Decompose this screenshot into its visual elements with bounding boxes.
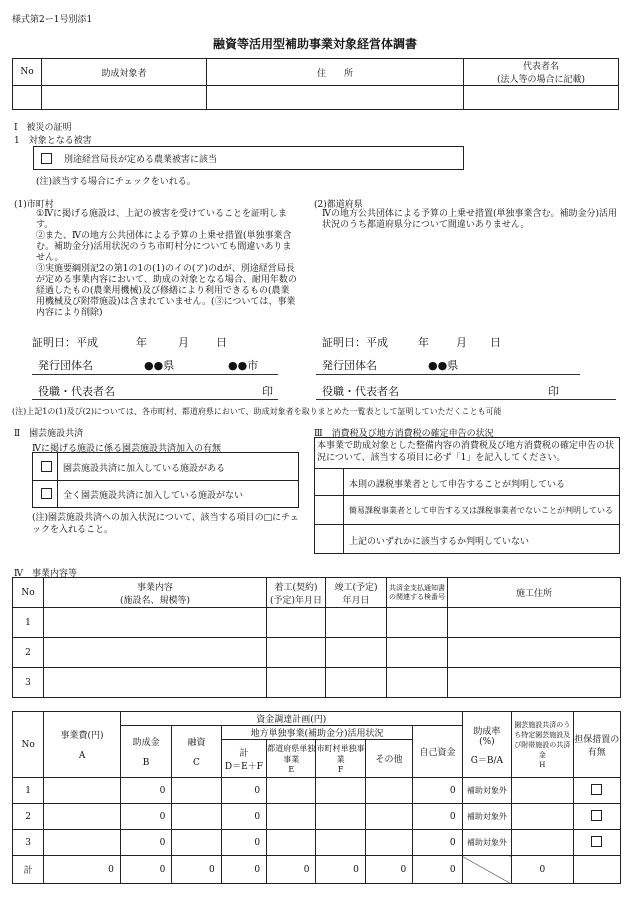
row-no: 2 xyxy=(13,638,44,668)
damage-check-label: 別途経営局長が定める農業被害に該当 xyxy=(64,155,218,165)
fin-row-no: 2 xyxy=(13,804,44,830)
kyosai-options xyxy=(32,452,299,508)
section3-heading: Ⅲ 消費税及び地方消費税の確定申告の状況 xyxy=(314,429,494,439)
pref-month: 月 xyxy=(456,336,467,349)
cell-place[interactable] xyxy=(448,668,621,698)
fin-col-pref xyxy=(267,740,316,778)
pref-rep-line xyxy=(316,399,616,400)
kyosai-option-1-label: 園芸施設共済に加入している施設がある xyxy=(63,464,226,474)
cell-kyosai[interactable] xyxy=(387,608,448,638)
cell-special[interactable] xyxy=(512,804,574,830)
fin-row-no: 1 xyxy=(13,778,44,804)
cell-pref[interactable] xyxy=(267,830,316,856)
col-target: 助成対象者 xyxy=(42,59,207,86)
finance-table xyxy=(12,711,621,884)
form-id: 様式第2ー1号別添1 xyxy=(12,15,93,25)
cell-start[interactable] xyxy=(267,638,326,668)
section1-footnote: (注)上記1の(1)及び(2)については、各市町村、都道府県において、助成対象者を取りまとめた一覧表として証明していただくことも可能 xyxy=(12,407,502,416)
cell-end[interactable] xyxy=(326,608,387,638)
pref-date-row xyxy=(322,334,572,350)
damage-note: (注)該当する場合にチェックをいれる。 xyxy=(36,177,196,187)
cell-target[interactable] xyxy=(42,86,207,110)
section2-heading: Ⅱ 園芸施設共済 xyxy=(14,429,84,439)
muni-p1: ①Ⅳに掲げる施設は、上記の被害を受けていることを証明します。 xyxy=(36,209,288,230)
damage-box xyxy=(33,146,464,170)
cell-self: 0 xyxy=(413,830,462,856)
fin-col-loan-label: 融資 xyxy=(187,738,206,748)
cell-total: 0 xyxy=(221,778,266,804)
cell-start[interactable] xyxy=(267,608,326,638)
cell-no[interactable] xyxy=(13,86,42,110)
col-end xyxy=(326,578,387,608)
fin-col-pref-label: 都道府県単独事業 xyxy=(267,744,316,764)
local-header: 地方単独事業(補助金分)活用状況 xyxy=(221,726,413,740)
fin-col-city-label: 市町村単独事業 xyxy=(316,744,365,764)
table-row xyxy=(13,668,621,698)
fin-col-other: その他 xyxy=(365,740,412,778)
fin-col-self: 自己資金 xyxy=(413,726,462,778)
pref-issuer-label: 発行団体名 xyxy=(322,359,377,372)
cell-cost[interactable] xyxy=(44,778,121,804)
section4-heading: Ⅳ 事業内容等 xyxy=(14,569,77,579)
total-cost: 0 xyxy=(44,856,121,884)
col-rep-note: (法人等の場合に記載) xyxy=(496,75,586,85)
damage-checkbox[interactable] xyxy=(41,153,52,164)
guarantee-checkbox[interactable] xyxy=(591,836,602,847)
cell-other[interactable] xyxy=(365,830,412,856)
cell-total: 0 xyxy=(221,830,266,856)
cell-place[interactable] xyxy=(448,608,621,638)
muni-city: ●●市 xyxy=(228,359,259,372)
pref-seal: 印 xyxy=(548,385,559,398)
fin-col-loan xyxy=(172,726,221,778)
table-row xyxy=(13,778,621,804)
pref-date-label: 証明日：平成 xyxy=(322,336,388,349)
pref-issuer-line xyxy=(316,374,580,375)
fin-col-grant xyxy=(120,726,171,778)
cell-other[interactable] xyxy=(365,804,412,830)
total-city: 0 xyxy=(316,856,365,884)
kyosai-option-2-label: 全く園芸施設共済に加入している施設がない xyxy=(63,491,244,501)
cell-place[interactable] xyxy=(448,638,621,668)
muni-day: 日 xyxy=(216,336,227,349)
cell-address[interactable] xyxy=(207,86,464,110)
cell-rate: 補助対象外 xyxy=(462,830,511,856)
cell-rep[interactable] xyxy=(464,86,619,110)
tax-option-3[interactable] xyxy=(315,524,619,554)
cell-loan[interactable] xyxy=(172,778,221,804)
table-row xyxy=(13,804,621,830)
cell-grant: 0 xyxy=(120,830,171,856)
total-loan: 0 xyxy=(172,856,221,884)
col-start-note: (予定)年月日 xyxy=(269,595,323,606)
muni-date-row xyxy=(32,334,282,350)
pref-rep-label: 役職・代表者名 xyxy=(322,385,399,398)
tax-box xyxy=(314,437,620,554)
section1-sub: 1 対象となる被害 xyxy=(14,136,92,146)
kyosai-checkbox-1[interactable] xyxy=(41,461,52,472)
col-no: No xyxy=(13,578,44,608)
muni-issuer-line xyxy=(32,374,278,375)
fin-col-total xyxy=(221,740,266,778)
cell-end[interactable] xyxy=(326,668,387,698)
tax-option-3-label: 上記のいずれかに該当するか判明していない xyxy=(349,537,530,547)
muni-issuer-label: 発行団体名 xyxy=(38,359,93,372)
fin-col-cost-letter: A xyxy=(78,751,86,761)
tax-cell-2[interactable] xyxy=(315,496,344,525)
section2-note: (注)園芸施設共済への加入状況について、該当する項目の□にチェックを入れること。 xyxy=(32,513,299,535)
fin-col-cost-label: 事業費(円) xyxy=(60,731,104,741)
page-title: 融資等活用型補助事業対象経営体調書 xyxy=(212,37,417,51)
tax-option-1[interactable] xyxy=(315,468,619,496)
table-row xyxy=(13,638,621,668)
pref-year: 年 xyxy=(418,336,429,349)
kyosai-divider xyxy=(57,453,58,480)
row-no: 3 xyxy=(13,668,44,698)
table-row xyxy=(13,608,621,638)
muni-seal: 印 xyxy=(262,385,273,398)
col-end-note: 年月日 xyxy=(342,595,370,606)
fin-col-rate xyxy=(462,712,511,778)
section2-sub: Ⅳに掲げる施設に係る園芸施設共済加入の有無 xyxy=(32,444,221,454)
muni-pref: ●●県 xyxy=(144,359,175,372)
col-rep xyxy=(464,59,619,86)
fin-col-grant-label: 助成金 xyxy=(132,738,160,748)
col-start xyxy=(267,578,326,608)
fin-col-city xyxy=(316,740,365,778)
table-row xyxy=(13,830,621,856)
total-grant: 0 xyxy=(120,856,171,884)
muni-rep-label: 役職・代表者名 xyxy=(38,385,115,398)
tax-cell-3[interactable] xyxy=(315,525,344,554)
cell-city[interactable] xyxy=(316,830,365,856)
total-label: 計 xyxy=(13,856,44,884)
guarantee-checkbox[interactable] xyxy=(591,784,602,795)
col-rep-label: 代表者名 xyxy=(522,62,559,72)
fin-col-loan-letter: C xyxy=(193,758,200,768)
col-content-note: (施設名、規模等) xyxy=(119,595,191,606)
kyosai-option-1[interactable] xyxy=(33,453,298,481)
plan-header: 資金調達計画(円) xyxy=(120,712,462,726)
tax-option-2[interactable] xyxy=(315,495,619,525)
col-no: No xyxy=(13,59,42,86)
cell-cost[interactable] xyxy=(44,830,121,856)
cell-kyosai[interactable] xyxy=(387,668,448,698)
pref-pref: ●●県 xyxy=(428,359,459,372)
cell-self: 0 xyxy=(413,778,462,804)
kyosai-checkbox-2[interactable] xyxy=(41,488,52,499)
total-pref: 0 xyxy=(267,856,316,884)
col-content-label: 事業内容 xyxy=(136,582,173,593)
fin-col-cost xyxy=(44,712,121,778)
cell-guarantee[interactable] xyxy=(573,804,620,830)
tax-option-2-label: 簡易課税事業者として申告する又は課税事業者でないことが判明している xyxy=(349,506,613,515)
fin-row-no: 3 xyxy=(13,830,44,856)
tax-option-1-label: 本則の課税事業者として申告することが判明している xyxy=(349,480,566,490)
cell-kyosai[interactable] xyxy=(387,638,448,668)
fin-col-city-letter: F xyxy=(337,765,344,774)
muni-rep-line xyxy=(32,399,278,400)
fin-col-total-label: 計 xyxy=(239,748,249,759)
cell-guarantee[interactable] xyxy=(573,778,620,804)
total-guarantee xyxy=(573,856,620,884)
col-kyosai: 共済金支払通知書の関連する検番号 xyxy=(387,578,448,608)
cell-loan[interactable] xyxy=(172,830,221,856)
muni-heading: (1)市町村 xyxy=(14,200,54,210)
cell-special[interactable] xyxy=(512,830,574,856)
row-no: 1 xyxy=(13,608,44,638)
cell-grant: 0 xyxy=(120,778,171,804)
cell-self: 0 xyxy=(413,804,462,830)
cell-total: 0 xyxy=(221,804,266,830)
cell-pref[interactable] xyxy=(267,804,316,830)
cell-end[interactable] xyxy=(326,638,387,668)
tax-cell-1[interactable] xyxy=(315,469,344,496)
cell-content[interactable] xyxy=(44,608,267,638)
cell-content[interactable] xyxy=(44,668,267,698)
guarantee-checkbox[interactable] xyxy=(591,810,602,821)
fin-col-special-label: 園芸施設共済のうち特定園芸施設及び附帯施設の共済金 xyxy=(514,720,571,759)
fin-col-pref-letter: E xyxy=(288,765,295,774)
col-start-label: 着工(契約) xyxy=(274,582,318,593)
col-place: 施工住所 xyxy=(448,578,621,608)
applicant-table xyxy=(12,58,619,110)
cell-guarantee[interactable] xyxy=(573,830,620,856)
cell-city[interactable] xyxy=(316,804,365,830)
muni-statement xyxy=(36,209,298,319)
muni-date-label: 証明日：平成 xyxy=(32,336,98,349)
fin-col-rate-label: 助成率 xyxy=(473,726,501,737)
tax-intro: 本事業で助成対象とした整備内容の消費税及び地方消費税の確定申告の状況について、該当する項目に必ず「1」を記入してください。 xyxy=(317,441,615,463)
cell-loan[interactable] xyxy=(172,804,221,830)
kyosai-divider xyxy=(57,480,58,507)
pref-heading: (2)都道府県 xyxy=(314,200,363,210)
muni-p3: ③実施要綱別記2の第1の1の(1)のイの(ア)のdが、別途経営局長が定める事業内容において、助成の対象となる場合、耐用年数の経過したもの(農業用機械)及び修繕により利用できるもの(農業用機械及び附帯施設)は含まれていません。(③については、事業内容により削除) xyxy=(36,264,297,318)
total-rate-slash xyxy=(462,856,511,884)
cell-pref[interactable] xyxy=(267,778,316,804)
pref-statement: Ⅳの地方公共団体による予算の上乗せ措置(単独事業含む。補助金分)活用状況のうち都道府県分について間違いありません。 xyxy=(322,209,618,230)
total-row xyxy=(13,856,621,884)
cell-content[interactable] xyxy=(44,638,267,668)
fin-col-no: No xyxy=(13,712,44,778)
cell-start[interactable] xyxy=(267,668,326,698)
cell-city[interactable] xyxy=(316,778,365,804)
cell-rate: 補助対象外 xyxy=(462,804,511,830)
fin-col-special-letter: H xyxy=(539,760,546,769)
muni-month: 月 xyxy=(178,336,189,349)
muni-year: 年 xyxy=(136,336,147,349)
fin-col-grant-letter: B xyxy=(142,758,150,768)
cell-grant: 0 xyxy=(120,804,171,830)
cell-rate: 補助対象外 xyxy=(462,778,511,804)
kyosai-option-2[interactable] xyxy=(33,480,298,507)
col-address: 住 所 xyxy=(207,59,464,86)
col-content xyxy=(44,578,267,608)
col-end-label: 竣工(予定) xyxy=(334,582,378,593)
project-table xyxy=(12,577,621,698)
fin-col-special xyxy=(512,712,574,778)
section1-heading: Ⅰ 被災の証明 xyxy=(14,123,72,133)
total-special: 0 xyxy=(512,856,574,884)
fin-col-guarantee: 担保措置の有無 xyxy=(573,712,620,778)
fin-col-rate-formula: G＝B/A xyxy=(470,755,504,766)
total-self: 0 xyxy=(413,856,462,884)
muni-p2: ②また、Ⅳの地方公共団体による予算の上乗せ措置(単独事業含む。補助金分)活用状況のうち市町村分についても間違いありません。 xyxy=(36,231,292,263)
fin-col-rate-unit: (%) xyxy=(479,736,495,747)
total-total: 0 xyxy=(221,856,266,884)
pref-day: 日 xyxy=(490,336,501,349)
cell-special[interactable] xyxy=(512,778,574,804)
cell-other[interactable] xyxy=(365,778,412,804)
fin-col-total-formula: D＝E＋F xyxy=(224,761,263,772)
cell-cost[interactable] xyxy=(44,804,121,830)
total-other: 0 xyxy=(365,856,412,884)
